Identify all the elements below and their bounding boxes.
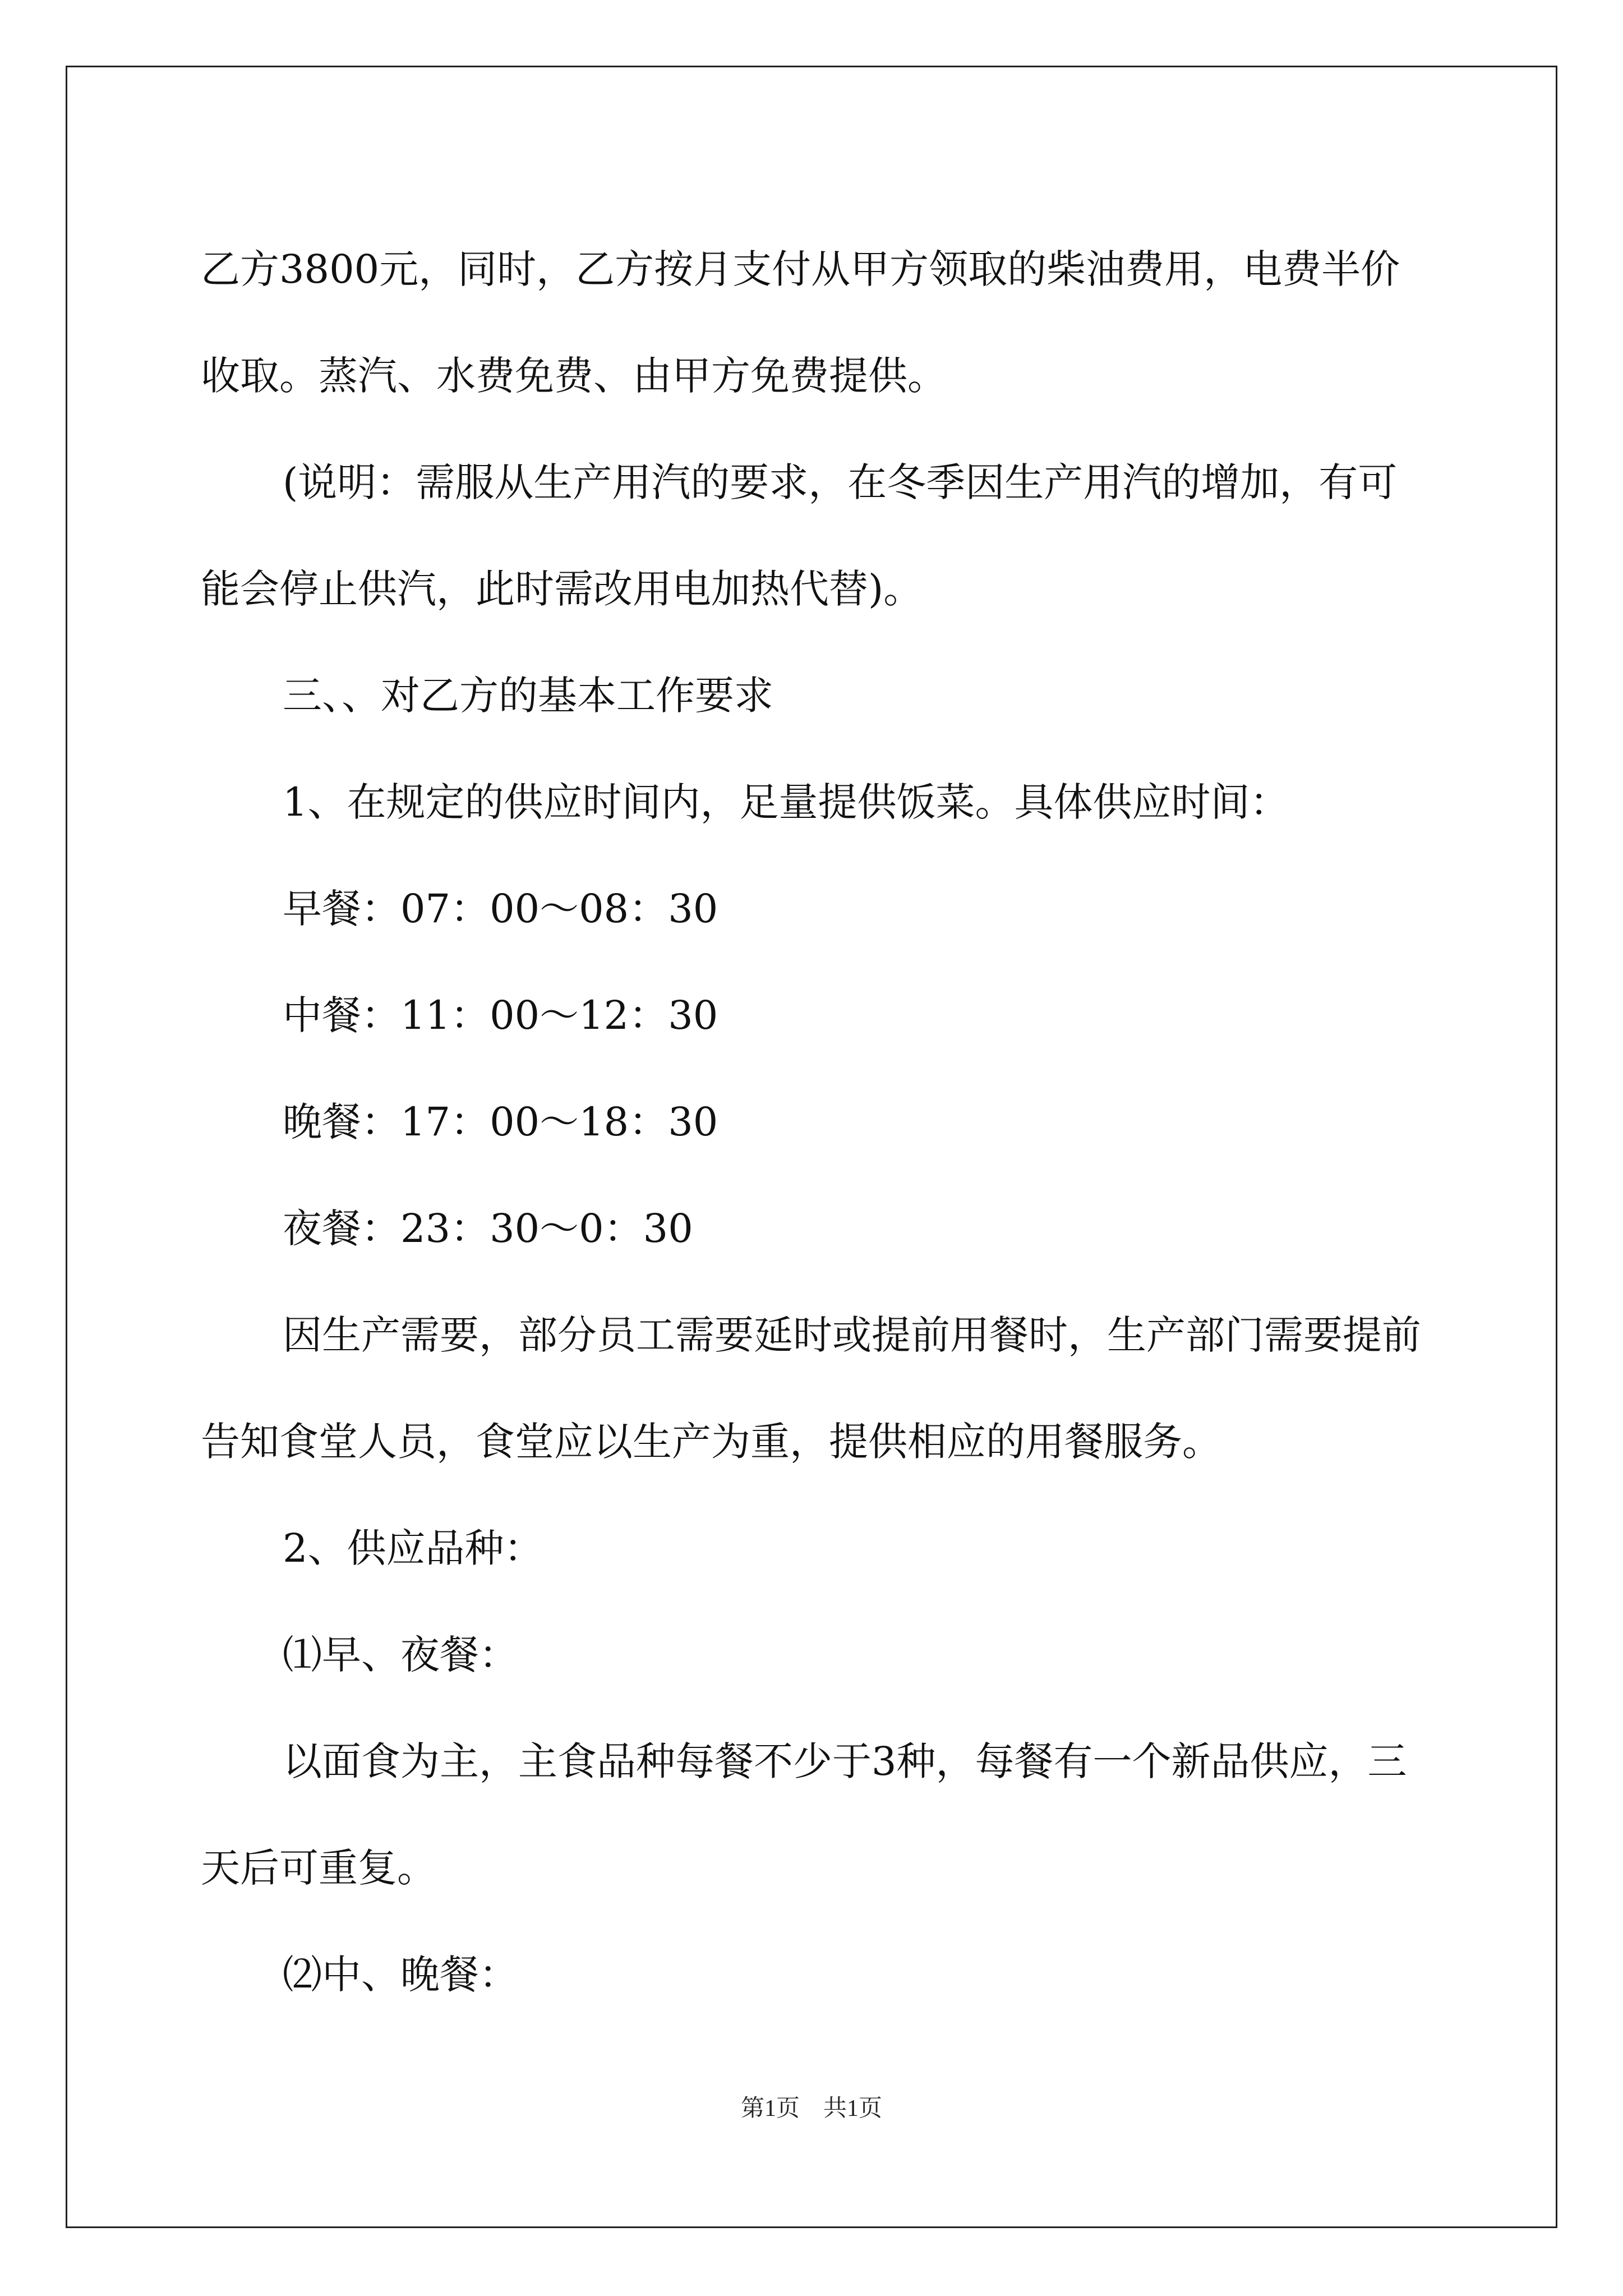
subheading-lunch-dinner: ⑵中、晚餐： xyxy=(283,1952,518,1998)
paragraph-supply-time: 1、在规定的供应时间内，足量提供饭菜。具体供应时间： xyxy=(283,779,1289,825)
subheading-breakfast-night: ⑴早、夜餐： xyxy=(283,1632,518,1678)
meal-time-breakfast: 早餐：07：00～08：30 xyxy=(283,886,718,932)
paragraph-fee-terms: 乙方3800元，同时，乙方按月支付从甲方领取的柴油费用，电费半价收取。蒸汽、水费免费、由甲方免费提供。 xyxy=(201,246,1400,399)
meal-time-lunch: 中餐：11：00～12：30 xyxy=(283,992,718,1038)
paragraph-early-late-meals: 因生产需要，部分员工需要延时或提前用餐时，生产部门需要提前告知食堂人员，食堂应以生产为重，提供相应的用餐服务。 xyxy=(201,1312,1421,1465)
document-body xyxy=(201,216,1435,2028)
meal-time-night: 夜餐：23：30～0：30 xyxy=(283,1205,693,1251)
page-total: 共1页 xyxy=(823,2096,883,2122)
paragraph-supply-varieties: 2、供应品种： xyxy=(283,1525,543,1571)
page-footer xyxy=(0,2090,1623,2123)
paragraph-steam-note: (说明：需服从生产用汽的要求，在冬季因生产用汽的增加，有可能会停止供汽，此时需改用电加热代替)。 xyxy=(201,459,1398,612)
meal-time-dinner: 晚餐：17：00～18：30 xyxy=(283,1099,718,1145)
section-heading-requirements: 三、、对乙方的基本工作要求 xyxy=(283,673,773,719)
page-number: 第1页 xyxy=(740,2096,800,2122)
paragraph-noodle-staples: 以面食为主，主食品种每餐不少于3种，每餐有一个新品供应，三天后可重复。 xyxy=(201,1738,1407,1891)
